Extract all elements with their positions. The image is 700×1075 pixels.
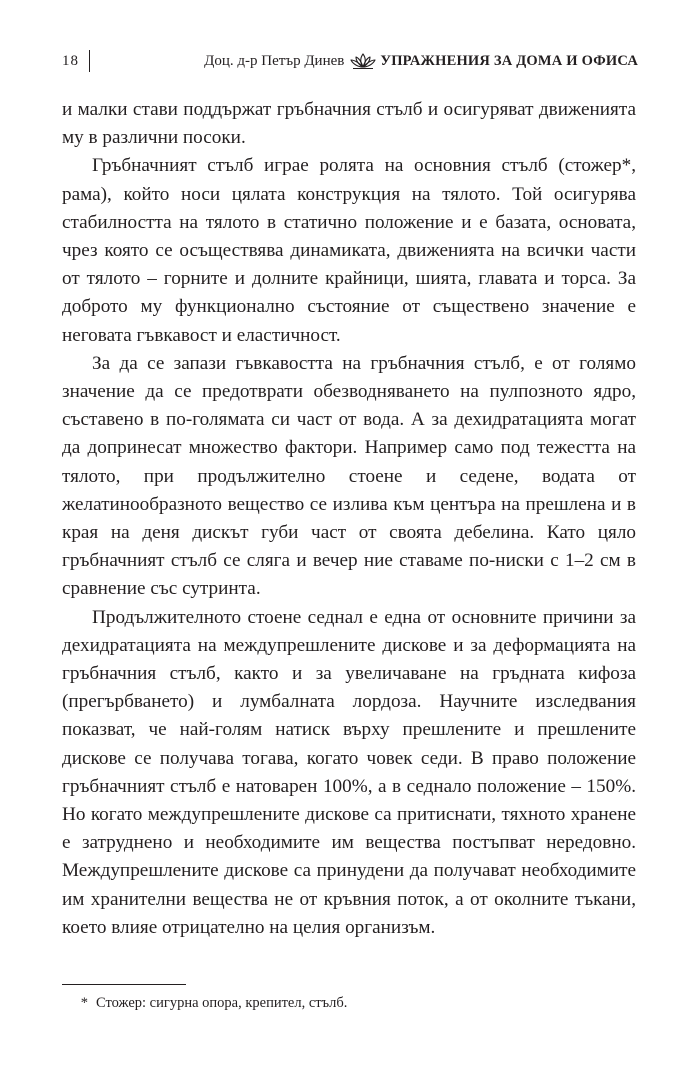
paragraph: Гръбначният стълб играе ролята на основния стълб (стожер*, рама), който носи цялата конструкция на тялото. Той осигурява стабилността на тялото в статично положение и е базата, основата, чрез която се осъществява динамиката, движенията на всички части от тялото – горните и долните крайници, шията, главата и торса. За доброто му функционално състояние от съществено значение е неговата гъвкавост и еластичност. <box>62 155 636 346</box>
body-text <box>62 96 636 942</box>
footnote-text: Стожер: сигурна опора, крепител, стълб. <box>96 995 348 1011</box>
paragraph: За да се запази гъвкавостта на гръбначния стълб, е от голямо значение да се предотврати обезводняването на пулпозното ядро, съставено в по-голямата си част от вода. А за дехидратацията могат да допринесат множество фактори. Например само под тежестта на тялото, при продължително стоене и седене, водата от желатинообразното вещество се излива към центъра на прешлена и в края на деня дискът губи част от своята дебелина. Като цяло гръбначният стълб се сляга и вечер ние ставаме по-ниски с 1–2 см в сравнение със сутринта. <box>62 352 636 600</box>
paragraph-continuation: и малки стави поддържат гръбначния стълб и осигуряват движенията му в различни посоки. <box>62 99 636 149</box>
footnote <box>62 993 347 1013</box>
footnote-divider <box>62 984 186 985</box>
header-right <box>204 52 638 70</box>
paragraph: Продължителното стоене седнал е една от основните причини за дехидратацията на междупрешлените дискове и за деформацията на гръбначния стълб, както и за увеличаване на гръдната кифоза (прегърбването) и лумбалната лордоза. Научните изследвания показват, че най-голям натиск върху прешлените и прешлените дискове се получава тогава, когато човек седи. В право положение гръбначният стълб е натоварен 100%, а в седнало положение – 150%. Но когато междупрешлените дискове са притиснати, тяхното хранене е затруднено и необходимите им вещества постъпват нередовно. Междупрешлените дискове са принудени да получават необходимите им хранителни вещества не от кръвния поток, а от околните тъкани, което влияе отрицателно на целия организъм. <box>62 606 636 938</box>
footnote-marker: * <box>80 995 88 1011</box>
header-divider <box>89 50 90 72</box>
running-header <box>62 46 638 76</box>
author-name: Доц. д-р Петър Динев <box>204 52 345 69</box>
book-title: УПРАЖНЕНИЯ ЗА ДОМА И ОФИСА <box>380 52 638 69</box>
lotus-icon <box>350 52 376 70</box>
page-number: 18 <box>62 52 79 69</box>
